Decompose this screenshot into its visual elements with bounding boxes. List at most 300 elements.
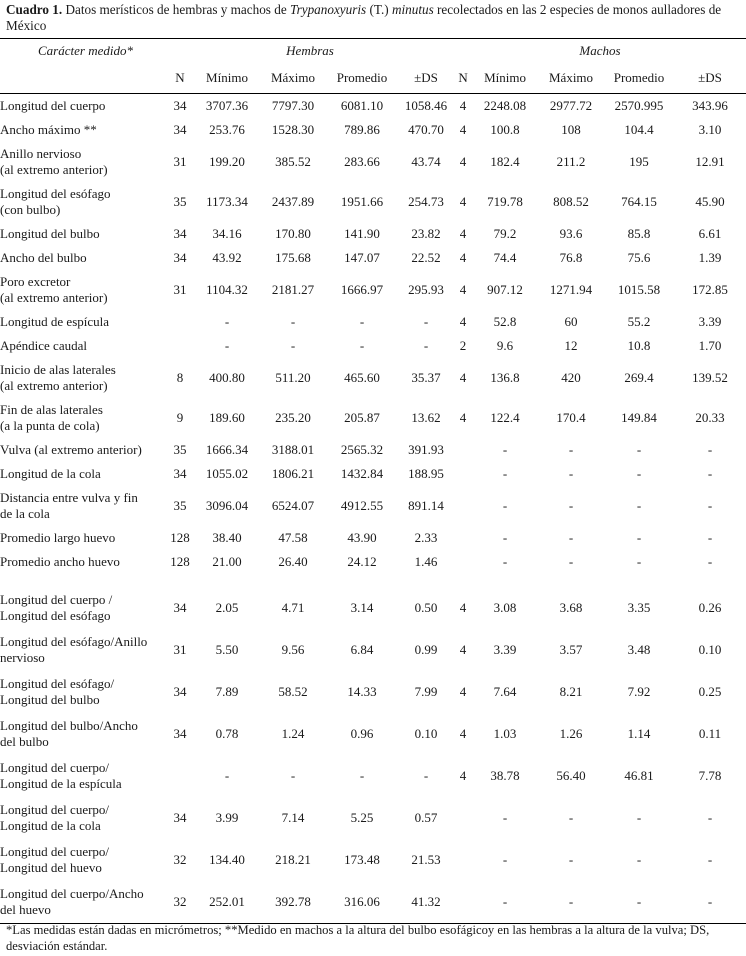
male-value-cell: 420 [561,370,581,385]
female-value-cell: 1528.30 [271,122,315,137]
male-value-cell: 1015.58 [617,282,661,297]
row-label: Longitud del cuerpo/Ancho del huevo [0,881,166,924]
female-value-cell: 1666.97 [340,282,384,297]
male-value-cell: 172.85 [692,282,728,297]
female-value-cell: 295.93 [408,282,444,297]
male-value-cell: 3.39 [698,314,722,329]
male-value-cell: 3.57 [559,642,583,657]
male-n-cell: 2 [459,338,467,353]
male-value-cell: 0.26 [698,600,722,615]
female-value-cell: 47.58 [278,530,308,545]
female-value-cell: 400.80 [209,370,245,385]
male-value-cell: - [502,554,508,569]
row-label: Anillo nervioso (al extremo anterior) [0,146,108,177]
female-value-cell: 5.25 [350,810,374,825]
female-value-cell: - [423,768,429,783]
female-value-cell: 4.71 [281,600,305,615]
female-value-cell: 7.14 [281,810,305,825]
row-label: Vulva (al extremo anterior) [0,442,142,457]
male-value-cell: 38.78 [490,768,520,783]
female-value-cell: - [290,338,296,353]
table-row [0,118,746,142]
male-n-cell: 4 [459,410,467,425]
female-value-cell: 283.66 [344,154,380,169]
male-value-cell: 7.78 [698,768,722,783]
column-header: Mínimo [472,63,538,94]
female-value-cell: 41.32 [398,881,454,924]
column-header-row [0,63,746,94]
female-value-cell: - [224,338,230,353]
female-value-cell: 5.50 [215,642,239,657]
male-value-cell: 3.10 [698,122,722,137]
female-value-cell: 21.53 [411,852,441,867]
female-value-cell: 43.90 [347,530,377,545]
female-value-cell: 6.84 [350,642,374,657]
male-n-cell [454,881,472,924]
female-value-cell: 2181.27 [271,282,315,297]
table-row [0,881,746,924]
male-n-cell [454,839,472,881]
male-value-cell: - [568,530,574,545]
table-caption [6,2,742,34]
table-row [0,629,746,671]
male-value-cell: 269.4 [624,370,654,385]
male-value-cell: 3.08 [493,600,517,615]
female-n-cell: 34 [173,684,187,699]
male-n-cell: 4 [459,726,467,741]
caption-species-subgenus: (T.) [366,2,392,17]
male-value-cell: 79.2 [493,226,517,241]
female-n-cell: 35 [173,194,187,209]
female-value-cell: 2.33 [414,530,438,545]
row-label: Longitud del cuerpo/ Longitud del huevo [0,844,110,875]
male-value-cell: - [538,881,604,924]
male-value-cell: - [502,852,508,867]
table-row [0,246,746,270]
female-n-cell [166,755,194,797]
column-header: Máximo [538,63,604,94]
male-value-cell: 55.2 [627,314,651,329]
female-n-cell: 34 [173,226,187,241]
female-value-cell: 254.73 [408,194,444,209]
table-row [0,587,746,629]
female-value-cell: 58.52 [278,684,308,699]
male-value-cell: - [707,442,713,457]
female-value-cell: 0.78 [215,726,239,741]
row-label: Poro excretor (al extremo anterior) [0,274,108,305]
row-label: Longitud del esófago/ Longitud del bulbo [0,676,115,707]
male-n-cell: 4 [459,314,467,329]
male-value-cell: - [636,530,642,545]
female-n-cell [166,310,194,334]
female-value-cell: 7.99 [414,684,438,699]
row-label: Longitud del bulbo/Ancho del bulbo [0,718,138,749]
column-header: Promedio [604,63,674,94]
female-value-cell: 21.00 [212,554,242,569]
male-value-cell: 46.81 [624,768,654,783]
male-n-cell: 4 [459,250,467,265]
female-value-cell: - [359,314,365,329]
row-label: Longitud del cuerpo/ Longitud de la espícula [0,760,122,791]
male-n-cell: 4 [459,370,467,385]
male-value-cell: - [604,881,674,924]
male-value-cell: 56.40 [556,768,586,783]
male-value-cell: 2570.995 [614,98,664,113]
male-value-cell: 1.14 [627,726,651,741]
male-value-cell: - [636,810,642,825]
female-value-cell: - [224,768,230,783]
male-value-cell: - [568,852,574,867]
row-label: Longitud de espícula [0,314,110,329]
female-value-cell: 9.56 [281,642,305,657]
female-n-cell: 31 [173,282,187,297]
male-value-cell: - [502,498,508,513]
female-value-cell: 3.14 [350,600,374,615]
table-row [0,182,746,222]
row-label: Promedio ancho huevo [0,554,120,569]
column-header: N [454,63,472,94]
male-value-cell: 60 [564,314,578,329]
male-value-cell: 20.33 [695,410,725,425]
female-value-cell: - [290,314,296,329]
male-n-cell: 4 [459,98,467,113]
female-n-cell: 32 [173,852,187,867]
male-value-cell: - [502,466,508,481]
header-character: Carácter medido* [0,39,166,64]
male-n-cell: 4 [459,600,467,615]
male-value-cell: 907.12 [487,282,523,297]
meristic-data-table [0,38,746,924]
male-value-cell: - [568,466,574,481]
table-row [0,358,746,398]
male-value-cell: - [707,810,713,825]
caption-species-epithet: minutus [391,2,434,17]
column-header: ±DS [674,63,746,94]
male-value-cell: 1.26 [559,726,583,741]
male-value-cell: 85.8 [627,226,651,241]
male-value-cell: - [568,442,574,457]
row-label: Promedio largo huevo [0,530,116,545]
female-value-cell: - [359,768,365,783]
male-value-cell: 8.21 [559,684,583,699]
male-value-cell: 74.4 [493,250,517,265]
female-value-cell: 26.40 [278,554,308,569]
table-row [0,398,746,438]
female-value-cell: 141.90 [344,226,380,241]
male-value-cell: 3.48 [627,642,651,657]
female-value-cell: 147.07 [344,250,380,265]
male-value-cell: - [636,498,642,513]
male-n-cell [454,438,472,462]
female-n-cell: 8 [176,370,184,385]
male-value-cell: - [707,554,713,569]
male-n-cell: 4 [459,684,467,699]
female-value-cell: 1173.34 [206,194,248,209]
male-value-cell: 7.92 [627,684,651,699]
row-label: Longitud de la cola [0,466,101,481]
female-value-cell: 14.33 [347,684,377,699]
male-value-cell: 1.70 [698,338,722,353]
header-males: Machos [454,39,746,64]
female-value-cell: 0.99 [414,642,438,657]
header-blank [0,63,166,94]
female-value-cell: 465.60 [344,370,380,385]
female-n-cell: 34 [173,810,187,825]
female-value-cell: 205.87 [344,410,380,425]
female-value-cell: 1806.21 [271,466,315,481]
table-row [0,839,746,881]
row-label: Fin de alas laterales (a la punta de cola) [0,402,103,433]
female-value-cell: 1058.46 [404,98,448,113]
caption-text-after: recolectados en las 2 especies de monos aulladores de México [6,2,722,33]
male-value-cell: - [707,852,713,867]
male-value-cell: 0.11 [698,726,722,741]
male-value-cell: 170.4 [556,410,586,425]
female-value-cell: 3.99 [215,810,239,825]
male-value-cell: 12.91 [695,154,725,169]
female-value-cell: 1055.02 [205,466,249,481]
male-n-cell: 4 [459,282,467,297]
male-value-cell: 12 [564,338,578,353]
row-label: Ancho máximo ** [0,122,97,137]
male-value-cell: - [636,554,642,569]
female-value-cell: 1104.32 [206,282,248,297]
caption-species-genus: Trypanoxyuris [289,2,367,17]
male-value-cell: 195 [629,154,649,169]
female-value-cell: - [423,314,429,329]
male-value-cell: 9.6 [496,338,514,353]
female-value-cell: 7797.30 [271,98,315,113]
male-n-cell: 4 [459,642,467,657]
row-label: Distancia entre vulva y fin de la cola [0,490,138,521]
male-value-cell: 343.96 [692,98,728,113]
female-n-cell: 34 [173,250,187,265]
male-value-cell: 3.68 [559,600,583,615]
male-value-cell: 0.25 [698,684,722,699]
female-value-cell: - [423,338,429,353]
female-value-cell: 391.93 [408,442,444,457]
table-row [0,142,746,182]
female-value-cell: 0.57 [414,810,438,825]
table-row [0,462,746,486]
male-value-cell: 52.8 [493,314,517,329]
female-value-cell: - [224,314,230,329]
female-value-cell: 235.20 [275,410,311,425]
male-value-cell: - [707,530,713,545]
female-n-cell: 34 [173,600,187,615]
female-value-cell: 175.68 [275,250,311,265]
female-value-cell: 7.89 [215,684,239,699]
female-value-cell: 0.10 [414,726,438,741]
male-n-cell [454,526,472,550]
section-spacer [0,574,746,587]
female-value-cell: 0.50 [414,600,438,615]
female-value-cell: 13.62 [411,410,441,425]
female-n-cell: 32 [166,881,194,924]
table-row [0,671,746,713]
female-n-cell: 35 [173,498,187,513]
male-n-cell: 4 [459,768,467,783]
male-n-cell [454,550,472,574]
female-n-cell: 34 [173,726,187,741]
female-value-cell: 1432.84 [340,466,384,481]
male-value-cell: 3.35 [627,600,651,615]
female-value-cell: 0.96 [350,726,374,741]
male-value-cell: - [472,881,538,924]
female-n-cell: 34 [173,122,187,137]
column-header: Mínimo [194,63,260,94]
male-value-cell: 139.52 [692,370,728,385]
female-value-cell: 1951.66 [340,194,384,209]
female-value-cell: 470.70 [408,122,444,137]
female-value-cell: 316.06 [326,881,398,924]
caption-label: Cuadro 1. [6,2,63,17]
male-value-cell: 1.39 [698,250,722,265]
male-value-cell: 93.6 [559,226,583,241]
table-row [0,334,746,358]
female-n-cell: 128 [170,530,190,545]
female-n-cell: 35 [173,442,187,457]
table-row [0,713,746,755]
female-value-cell: 392.78 [260,881,326,924]
male-value-cell: 10.8 [627,338,651,353]
male-n-cell: 4 [459,226,467,241]
male-n-cell: 4 [459,122,467,137]
female-value-cell: 24.12 [347,554,377,569]
male-value-cell: 76.8 [559,250,583,265]
male-value-cell: 75.6 [627,250,651,265]
female-n-cell: 34 [173,98,187,113]
table-row [0,526,746,550]
male-value-cell: 6.61 [698,226,722,241]
table-row [0,310,746,334]
male-value-cell: 108 [561,122,581,137]
male-value-cell: 211.2 [556,154,586,169]
female-n-cell: 128 [170,554,190,569]
female-value-cell: 23.82 [411,226,441,241]
male-value-cell: 808.52 [553,194,589,209]
row-label: Apéndice caudal [0,338,87,353]
male-value-cell: 1.03 [493,726,517,741]
female-value-cell: 35.37 [411,370,441,385]
female-value-cell: 6524.07 [271,498,315,513]
male-value-cell: 7.64 [493,684,517,699]
female-value-cell: 385.52 [275,154,311,169]
male-value-cell: - [674,881,746,924]
female-value-cell: 188.95 [408,466,444,481]
female-value-cell: 6081.10 [340,98,384,113]
female-value-cell: 1666.34 [205,442,249,457]
row-label: Longitud del cuerpo/ Longitud de la cola [0,802,110,833]
male-value-cell: - [502,442,508,457]
female-value-cell: 173.48 [344,852,380,867]
male-value-cell: - [502,530,508,545]
male-value-cell: 2248.08 [483,98,527,113]
male-value-cell: 45.90 [695,194,725,209]
row-label: Longitud del esófago (con bulbo) [0,186,111,217]
male-value-cell: - [636,442,642,457]
row-label: Longitud del esófago/Anillo nervioso [0,634,148,665]
male-value-cell: - [636,466,642,481]
female-value-cell: 4912.55 [340,498,384,513]
male-value-cell: 719.78 [487,194,523,209]
female-value-cell: 199.20 [209,154,245,169]
female-n-cell: 34 [173,466,187,481]
female-value-cell: 3707.36 [205,98,249,113]
row-label: Longitud del cuerpo [0,98,106,113]
table-row [0,486,746,526]
row-label: Longitud del cuerpo / Longitud del esófago [0,592,113,623]
male-value-cell: 149.84 [621,410,657,425]
male-value-cell: - [568,554,574,569]
table-footnote: *Las medidas están dadas en micrómetros; **Medido en machos a la altura del bulbo esofágicoy en las hembras a la altura de la vulva; DS, desviación estándar. [6,923,710,953]
caption-text-before: Datos merísticos de hembras y machos de [62,2,290,17]
row-label: Inicio de alas laterales (al extremo anterior) [0,362,116,393]
female-n-cell: 31 [173,154,187,169]
male-value-cell: 104.4 [624,122,654,137]
female-value-cell: 789.86 [344,122,380,137]
female-value-cell: 2.05 [215,600,239,615]
female-value-cell: 43.92 [212,250,242,265]
table-row [0,94,746,119]
male-value-cell: - [636,852,642,867]
female-value-cell: 189.60 [209,410,245,425]
female-value-cell: 891.14 [408,498,444,513]
female-value-cell: 218.21 [275,852,311,867]
male-value-cell: - [502,810,508,825]
male-value-cell: 182.4 [490,154,520,169]
column-header: N [166,63,194,94]
female-value-cell: 253.76 [209,122,245,137]
table-row [0,797,746,839]
female-value-cell: 134.40 [209,852,245,867]
female-value-cell: 1.46 [414,554,438,569]
row-label: Ancho del bulbo [0,250,87,265]
male-value-cell: - [707,498,713,513]
male-value-cell: 3.39 [493,642,517,657]
column-header: Máximo [260,63,326,94]
male-value-cell: 764.15 [621,194,657,209]
female-value-cell: - [359,338,365,353]
female-value-cell: 252.01 [194,881,260,924]
female-value-cell: 38.40 [212,530,242,545]
female-n-cell [166,334,194,358]
table-row [0,550,746,574]
male-value-cell: 2977.72 [549,98,593,113]
female-value-cell: 511.20 [275,370,311,385]
table-row [0,270,746,310]
male-n-cell [454,462,472,486]
female-value-cell: - [290,768,296,783]
female-value-cell: 3096.04 [205,498,249,513]
group-header-row [0,39,746,64]
female-value-cell: 22.52 [411,250,441,265]
female-n-cell: 9 [176,410,184,425]
table-row [0,755,746,797]
female-value-cell: 170.80 [275,226,311,241]
male-n-cell: 4 [459,194,467,209]
female-value-cell: 3188.01 [271,442,315,457]
row-label: Longitud del bulbo [0,226,100,241]
male-n-cell: 4 [459,154,467,169]
male-value-cell: 136.8 [490,370,520,385]
male-value-cell: 100.8 [490,122,520,137]
column-header: ±DS [398,63,454,94]
male-value-cell: - [707,466,713,481]
male-n-cell [454,797,472,839]
male-value-cell: - [568,810,574,825]
column-header: Promedio [326,63,398,94]
